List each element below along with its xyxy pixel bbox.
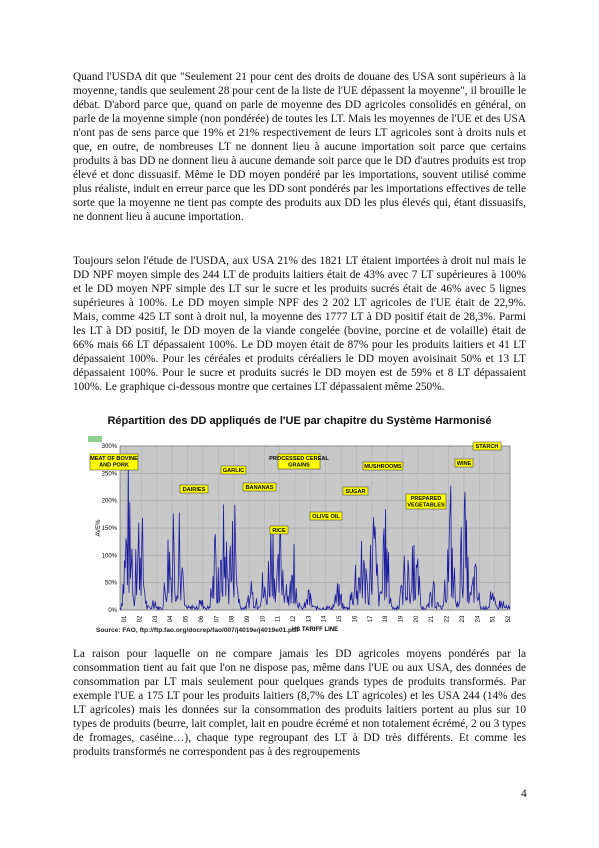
annotation-label: RICE	[272, 528, 286, 534]
y-tick-label: 150%	[101, 526, 117, 532]
annotation-label: BANANAS	[245, 485, 274, 491]
y-tick-label: 100%	[101, 553, 117, 560]
y-tick-label: 250%	[101, 471, 117, 478]
annotation-label: DAIRIES	[182, 487, 206, 493]
x-tick-label: 05	[183, 615, 190, 623]
x-tick-label: 06	[198, 615, 205, 623]
paragraph-3: La raison pour laquelle on ne compare jamais les DD agricoles moyens pondérés par la consommation tient au fait que l'on ne dispose pas, même dans l'UE ou aux USA, des données de consommation par LT mais seulement pour quelques grands types de produits transformés. Par exemple l'UE a 175 LT pour les produits laitiers (8,7% des LT agricoles) et les USA 244 (14% des LT agricoles) mais les données sur la consommation des produits laitiers portent au plus sur 10 types de produits (beurre, lait complet, lait en poudre écrémé et non totalement écrémé, 2 ou 3 types de fromages, caséine…), chaque type regroupant des LT à DD très différents. Et comme les produits transformés ne correspondent pas à des regroupements	[73, 648, 526, 758]
x-tick-label: 02	[137, 615, 144, 623]
x-tick-label: 21	[429, 615, 436, 623]
tariff-chart	[88, 432, 522, 632]
annotation-label: GARLIC	[222, 468, 245, 474]
x-tick-label: 22	[444, 615, 451, 623]
x-axis-label: HS TARIFF LINE	[291, 627, 339, 632]
x-tick-label: 08	[229, 615, 236, 623]
x-tick-label: 16	[352, 615, 359, 623]
paragraph-1: Quand l'USDA dit que "Seulement 21 pour cent des droits de douane des USA sont supérieurs à la moyenne, tandis que seulement 28 pour cent de la liste de l'UE dépassent la moyenne", il brouille le débat. D'abord parce que, quand on parle de moyenne des DD agricoles consolidés en général, on parle de la moyenne simple (non pondérée) de toutes les LT. Mais les moyennes de l'UE et des USA n'ont pas de sens parce que 19% et 21% respectivement de leurs LT agricoles sont à droits nuls et que, en outre, de nombreuses LT ne donnent lieu à aucune importation soit parce que certains produits à bas DD ne donnent lieu à aucune demande soit parce que le DD d'autres produits est trop élevé et donc dissuasif. Même le DD moyen pondéré par les importations, souvent utilisé comme plus réaliste, induit en erreur parce que les DD sont pondérés par les importations effectives de telle sorte que la moyenne ne tient pas compte des produits aux DD les plus élevés qui, étant dissuasifs, ne donnent lieu à aucune importation.	[73, 71, 526, 223]
annotation-label: SUGAR	[345, 489, 366, 495]
x-tick-label: 03	[152, 615, 159, 623]
x-tick-label: 04	[168, 615, 175, 623]
annotation-label: STARCH	[475, 444, 499, 450]
x-tick-label: 12	[291, 615, 298, 623]
x-tick-label: 09	[244, 615, 251, 623]
x-tick-label: 17	[367, 615, 374, 623]
y-tick-label: 200%	[101, 498, 117, 505]
y-axis-label: AVE%	[96, 519, 102, 537]
page-number: 4	[521, 788, 527, 800]
x-tick-label: 23	[459, 615, 466, 623]
y-tick-label: 0%	[108, 608, 117, 614]
x-tick-label: 11	[275, 615, 282, 623]
x-tick-label: 10	[260, 615, 267, 623]
annotation-label: PROCESSED CEREAL GRAINS	[269, 456, 329, 469]
legend-swatch	[88, 436, 102, 442]
x-tick-label: 01	[122, 615, 129, 623]
annotation-label: OLIVE OIL	[312, 514, 340, 520]
x-tick-label: 14	[321, 615, 328, 623]
y-tick-label: 50%	[104, 580, 117, 587]
paragraph-2: Toujours selon l'étude de l'USDA, aux USA 21% des 1821 LT étaient importées à droit nul mais le DD NPF moyen simple des 244 LT de produits laitiers était de 43% avec 7 LT supérieures à 100% et le DD moyen NPF simple des LT sur le sucre et les produits sucrés était de 46% avec 5 lignes supérieures à 100%. Le DD moyen simple NPF des 2 202 LT agricoles de l'UE était de 22,9%. Mais, comme 425 LT sont à droit nul, la moyenne des 1777 LT à DD positif était de 28,3%. Parmi les LT à DD positif, le DD moyen de la viande congelée (bovine, porcine et de volaille) était de 66% mais 66 LT dépassaient 100%. Le DD moyen était de 87% pour les produits laitiers et 41 LT dépassaient 100%. Pour les céréales et produits céréaliers le DD moyen avoisinait 50% et 13 LT dépassaient 100%. Pour le sucre et produits sucrés le DD moyen est de 59% et 8 LT dépassaient 100%. Le graphique ci-dessous montre que certaines LT dépassaient même 250%.	[73, 255, 526, 393]
x-tick-label: 19	[398, 615, 405, 623]
annotation-label: MUSHROOMS	[364, 464, 402, 470]
annotation-label: PREPARED VEGETABLES	[407, 496, 445, 509]
x-tick-label: 18	[383, 615, 390, 623]
figure-title: Répartition des DD appliqués de l'UE par chapitre du Système Harmonisé	[107, 415, 492, 427]
x-tick-label: 15	[337, 615, 344, 623]
x-tick-label: 13	[306, 615, 313, 623]
x-tick-label: 51	[490, 615, 497, 623]
annotation-label: WINE	[456, 461, 472, 467]
figure-source: Source: FAO, ftp://ftp.fao.org/docrep/fao/007/j4019e/j4019e01.pdf	[96, 627, 299, 634]
y-tick-label: 300%	[101, 444, 117, 450]
x-tick-label: 52	[506, 615, 512, 623]
x-tick-label: 07	[214, 615, 221, 623]
x-axis-ticks	[122, 615, 512, 622]
annotation-label: MEAT OF BOVINE AND PORK	[90, 456, 138, 469]
x-tick-label: 24	[475, 615, 482, 623]
x-tick-label: 20	[413, 615, 420, 623]
